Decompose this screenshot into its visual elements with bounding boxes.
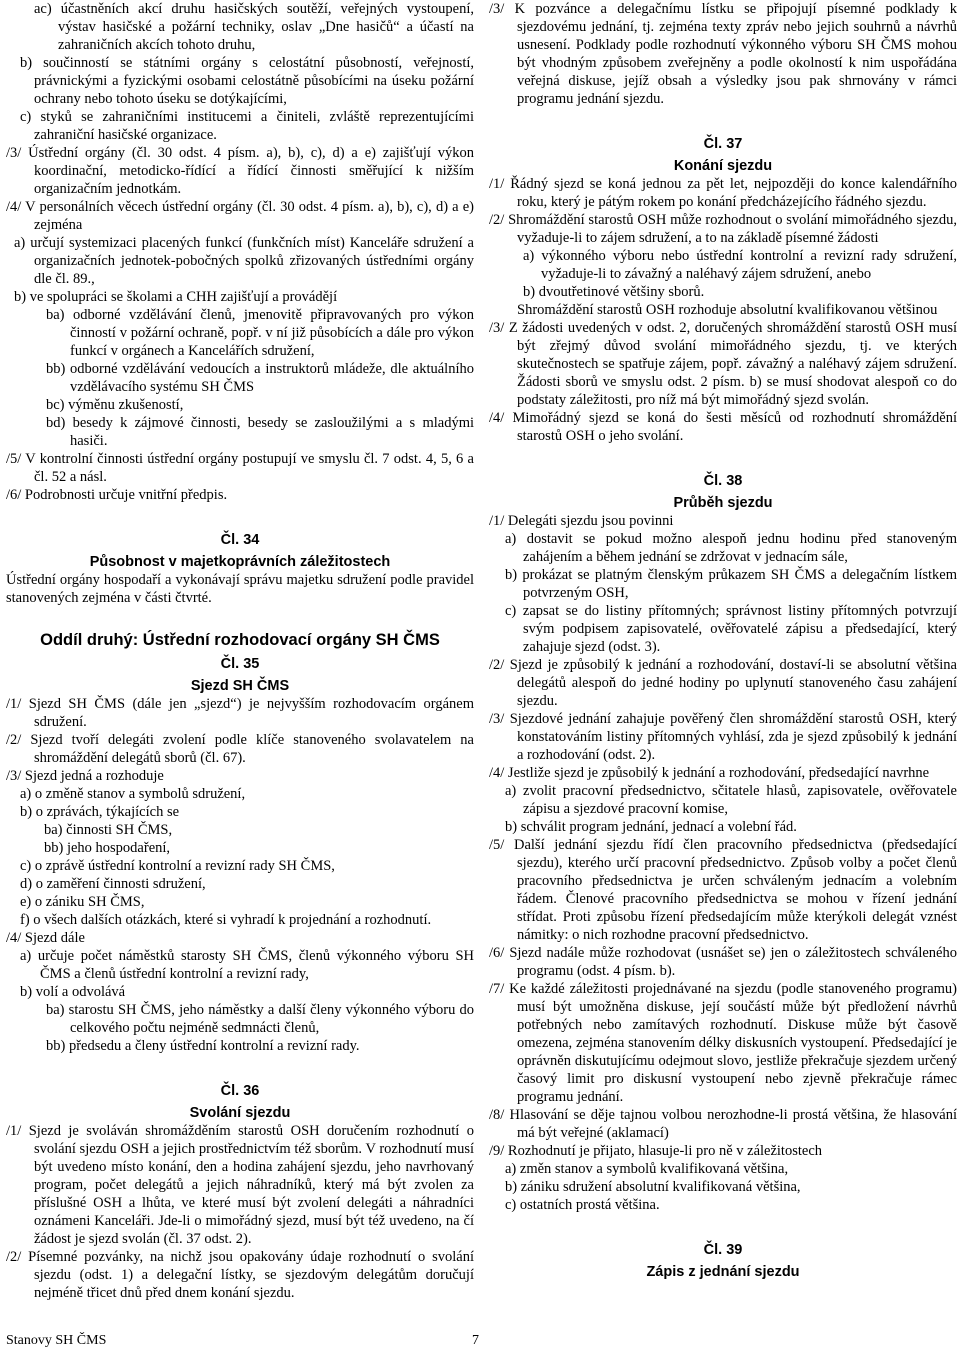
paragraph: /6/ Sjezd nadále může rozhodovat (usnášet se) jen o záležitostech schváleného programu (odst. 4 písm. b). bbox=[489, 945, 957, 979]
list-item: a) výkonného výboru nebo ústřední kontrolní a revizní rady sdružení, vyžaduje-li to závažný a naléhavý zájem sdružení, anebo bbox=[523, 248, 957, 282]
paragraph: /5/ V kontrolní činnosti ústřední orgány postupují ve smyslu čl. 7 odst. 4, 5, 6 a čl. 52 a násl. bbox=[6, 451, 474, 485]
article-title: Konání sjezdu bbox=[673, 158, 773, 174]
paragraph: /8/ Hlasování se děje tajnou volbou nerozhodne-li prostá většina, že hlasování má být veřejné (aklamací) bbox=[489, 1107, 957, 1141]
list-item: a) zvolit pracovní předsednictvo, sčitatele hlasů, zapisovatele, ověřovatele zápisu a sjezdové pracovní komise, bbox=[505, 783, 957, 817]
list-item: b) zániku sdružení absolutní kvalifikovaná většina, bbox=[505, 1179, 801, 1195]
article-number: Čl. 39 bbox=[703, 1242, 743, 1258]
paragraph: /4/ Sjezd dále bbox=[6, 930, 85, 946]
paragraph: /2/ Shromáždění starostů OSH může rozhodnout o svolání mimořádného sjezdu, vyžaduje-li to zájem sdružení, a to na základě písemné žádosti bbox=[489, 212, 957, 246]
paragraph: bb) odborné vzdělávání vedoucích a instruktorů mládeže, dle aktuálního vzdělávacího systému SH ČMS bbox=[46, 361, 474, 395]
article-number: Čl. 34 bbox=[220, 532, 260, 548]
paragraph: a) určují systemizaci placených funkcí (funkčních míst) Kanceláře sdružení a organizačních jednotek-pobočných spolků zřizovaných ústředními orgány dle čl. 89., bbox=[14, 235, 474, 287]
list-item: ba) činnosti SH ČMS, bbox=[44, 822, 173, 838]
list-item: a) určuje počet náměstků starosty SH ČMS, členů výkonného výboru SH ČMS a členů ústřední kontrolní a revizní rady, bbox=[20, 948, 474, 982]
paragraph: b) ve spolupráci se školami a CHH zajišťují a provádějí bbox=[14, 289, 338, 305]
paragraph: /1/ Delegáti sjezdu jsou povinni bbox=[489, 513, 674, 529]
article-title: Působnost v majetkoprávních záležitostech bbox=[89, 554, 391, 570]
list-item: e) o zániku SH ČMS, bbox=[20, 894, 145, 910]
page-number: 7 bbox=[472, 1333, 479, 1348]
paragraph: /2/ Sjezd je způsobilý k jednání a rozhodování, dostaví-li se absolutní většina delegátů alespoň do jedné hodiny po uplynutí stanoveného času zahájení sjezdu. bbox=[489, 657, 957, 709]
paragraph: /9/ Rozhodnutí je přijato, hlasuje-li pro ně v záležitostech bbox=[489, 1143, 823, 1159]
paragraph: ba) odborné vzdělávání členů, jmenovitě připravovaných pro výkon činností v požární ochraně, popř. v ní již působících a dále pro výkon funkcí v orgánech a Kancelářích sdružení, bbox=[46, 307, 474, 359]
list-item: d) o zaměření činnosti sdružení, bbox=[20, 876, 206, 892]
page-footer bbox=[6, 1333, 486, 1349]
list-item: a) o změně stanov a symbolů sdružení, bbox=[20, 786, 246, 802]
section-title: Oddíl druhý: Ústřední rozhodovací orgány SH ČMS bbox=[40, 631, 440, 649]
left-column bbox=[6, 0, 474, 1302]
right-column bbox=[489, 0, 957, 1281]
document-name: Stanovy SH ČMS bbox=[6, 1333, 107, 1348]
paragraph: /1/ Sjezd je svoláván shromážděním starostů OSH doručením rozhodnutí o svolání sjezdu OSH a jejich prostřednictvím též sborům. V rozhodnutí musí být uvedeno místo konání, den a hodina zahájení sjezdu, jeho navrhovaný program, počet delegátů a jejich náhradníků, který má být zvolen za příslušné OSH a lhůta, ve které musí být zvolení delegáti a náhradníci oznámeni Kanceláři. Jde-li o mimořádný sjezd, musí být též uvedeno, na čí žádost je sjezd svolán (čl. 37 odst. 2). bbox=[6, 1123, 474, 1247]
list-item: ba) starostu SH ČMS, jeho náměstky a další členy výkonného výboru do celkového počtu nejméně sedmnácti členů, bbox=[46, 1002, 474, 1036]
paragraph: /4/ V personálních věcech ústřední orgány (čl. 30 odst. 4 písm. a), b), c), d) a e) zejména bbox=[6, 199, 474, 233]
paragraph: Ústřední orgány hospodaří a vykonávají správu majetku sdružení podle pravidel stanovených zejména v části čtvrté. bbox=[6, 572, 474, 606]
article-title: Sjezd SH ČMS bbox=[190, 678, 290, 694]
list-item: c) o zprávě ústřední kontrolní a revizní rady SH ČMS, bbox=[20, 858, 335, 874]
article-title: Svolání sjezdu bbox=[189, 1105, 291, 1121]
paragraph: /7/ Ke každé záležitosti projednávané na sjezdu (podle stanoveného programu) musí být umožněna diskuse, její součástí může být předložení návrhů potřebných nebo zamítavých rozhodnutí. Diskuse může být časově omezena, zejména stanovením délky diskusních vystoupení. Předsedající je oprávněn diskutujícímu odejmout slovo, jestliže překračuje sjezdem určený časový limit pro diskusní vystoupení nebo zjevně překračuje rámec programu jednání. bbox=[489, 981, 957, 1105]
article-title: Zápis z jednání sjezdu bbox=[646, 1264, 800, 1280]
paragraph: Shromáždění starostů OSH rozhoduje absolutní kvalifikovanou většinou bbox=[517, 302, 938, 318]
paragraph: c) styků se zahraničními institucemi a činiteli, zvláště reprezentujícími zahraniční hasičské organizace. bbox=[20, 109, 474, 143]
paragraph: /3/ Sjezdové jednání zahajuje pověřený člen shromáždění starostů OSH, který konstatováním listiny přítomných vyhlásí, zda je sjezd způsobilý k jednání a rozhodování (odst. 2). bbox=[489, 711, 957, 763]
paragraph: /2/ Sjezd tvoří delegáti zvolení podle klíče stanoveného svolavatelem na shromáždění delegátů sborů (čl. 67). bbox=[6, 732, 474, 766]
paragraph: /4/ Jestliže sjezd je způsobilý k jednání a rozhodování, předsedající navrhne bbox=[489, 765, 930, 781]
list-item: b) volí a odvolává bbox=[20, 984, 126, 1000]
list-item: f) o všech dalších otázkách, které si vyhradí k projednání a rozhodnutí. bbox=[20, 912, 432, 928]
list-item: a) změn stanov a symbolů kvalifikovaná většina, bbox=[505, 1161, 789, 1177]
paragraph: /4/ Mimořádný sjezd se koná do šesti měsíců od rozhodnutí shromáždění starostů OSH o jeho svolání. bbox=[489, 410, 957, 444]
paragraph: ac) účastněních akcí druhu hasičských soutěží, veřejných vystoupení, výstav hasičské a požární techniky, oslav „Dne hasičů“ a účastí na zahraničních akcích tohoto druhu, bbox=[34, 1, 474, 53]
list-item: bb) jeho hospodaření, bbox=[44, 840, 171, 856]
list-item: b) dvoutřetinové většiny sborů. bbox=[523, 284, 705, 300]
article-title: Průběh sjezdu bbox=[673, 495, 773, 511]
article-number: Čl. 35 bbox=[220, 656, 260, 672]
list-item: b) schválit program jednání, jednací a volební řád. bbox=[505, 819, 797, 835]
article-number: Čl. 36 bbox=[220, 1083, 260, 1099]
list-item: bb) předsedu a členy ústřední kontrolní a revizní rady. bbox=[46, 1038, 360, 1054]
article-number: Čl. 38 bbox=[703, 473, 743, 489]
paragraph: bc) výměnu zkušeností, bbox=[46, 397, 184, 413]
paragraph: /6/ Podrobnosti určuje vnitřní předpis. bbox=[6, 487, 228, 503]
article-number: Čl. 37 bbox=[703, 136, 743, 152]
list-item: c) ostatních prostá většina. bbox=[505, 1197, 660, 1213]
list-item: a) dostavit se pokud možno alespoň jednu hodinu před stanoveným zahájením a během jednání se zdržovat v jednacím sále, bbox=[505, 531, 957, 565]
paragraph: /2/ Písemné pozvánky, na nichž jsou opakovány údaje rozhodnutí o svolání sjezdu (odst. 1) a delegační lístky, se sjezdovým delegátům doručují nejméně třicet dnů před dnem konání sjezdu. bbox=[6, 1249, 474, 1301]
paragraph: /1/ Řádný sjezd se koná jednou za pět let, nejpozději do konce kalendářního roku, který je pátým rokem po konání předcházejícího řádného sjezdu. bbox=[489, 176, 957, 210]
paragraph: /3/ Sjezd jedná a rozhoduje bbox=[6, 768, 164, 784]
paragraph: /1/ Sjezd SH ČMS (dále jen „sjezd“) je nejvyšším rozhodovacím orgánem sdružení. bbox=[6, 696, 474, 730]
paragraph: /3/ Z žádosti uvedených v odst. 2, doručených shromáždění starostů OSH musí být zřejmý důvod svolání mimořádného sjezdu, tj. ve kterých skutečnostech se spatřuje zájem, popř. závažný a naléhavý zájem sdružení. Žádosti sborů ve smyslu odst. 2 písm. b) se musí shodovat alespoň co do podstaty záležitosti, pro níž má být mimořádný sjezd svolán. bbox=[489, 320, 957, 408]
list-item: b) o zprávách, týkajících se bbox=[20, 804, 180, 820]
paragraph: bd) besedy k zájmové činnosti, besedy se zasloužilými a s mladými hasiči. bbox=[46, 415, 474, 449]
paragraph: b) součinností se státními orgány s celostátní působností, veřejností, právnickými a fyzickými osobami celostátně působícími na úseku požární ochrany nebo tohoto úseku se dotýkajícími, bbox=[20, 55, 474, 107]
list-item: c) zapsat se do listiny přítomných; správnost listiny přítomných potvrzují svým podpisem zapisovatelé, ověřovatelé zápisu a předsedající, který zahajuje sjezd (odst. 3). bbox=[505, 603, 957, 655]
paragraph: /3/ K pozvánce a delegačnímu lístku se připojují písemné podklady k sjezdovému jednání, tj. zejména texty zpráv nebo jejich souhrnů a návrhů usnesení. Podklady podle rozhodnutí výkonného výboru SH ČMS mohou být vhodným způsobem zveřejněny a podle okolností k nim uspořádána veřejná diskuse, jejíž obsah a výsledky jsou pak shrnovány v rámci programu jednání sjezdu. bbox=[489, 1, 957, 107]
paragraph: /5/ Další jednání sjezdu řídí člen pracovního předsednictva (předsedající sjezdu), kterého určí pracovní předsednictvo. Způsob volby a počet členů pracovního předsednictva je určen schváleným jednacím a volebním řádem. Členové pracovního předsednictva se mohou v řízení jednání střídat. Proti způsobu řízení předsedajícím může kterýkoli delegát vznést námitky: o nich rozhodne pracovní předsednictvo. bbox=[489, 837, 957, 943]
paragraph: /3/ Ústřední orgány (čl. 30 odst. 4 písm. a), b), c), d) a e) zajišťují výkon koordinační, metodicko-řídící a řídící činnosti směřující k nižším organizačním jednotkám. bbox=[6, 145, 474, 197]
list-item: b) prokázat se platným členským průkazem SH ČMS a delegačním lístkem potvrzeným OSH, bbox=[505, 567, 957, 601]
